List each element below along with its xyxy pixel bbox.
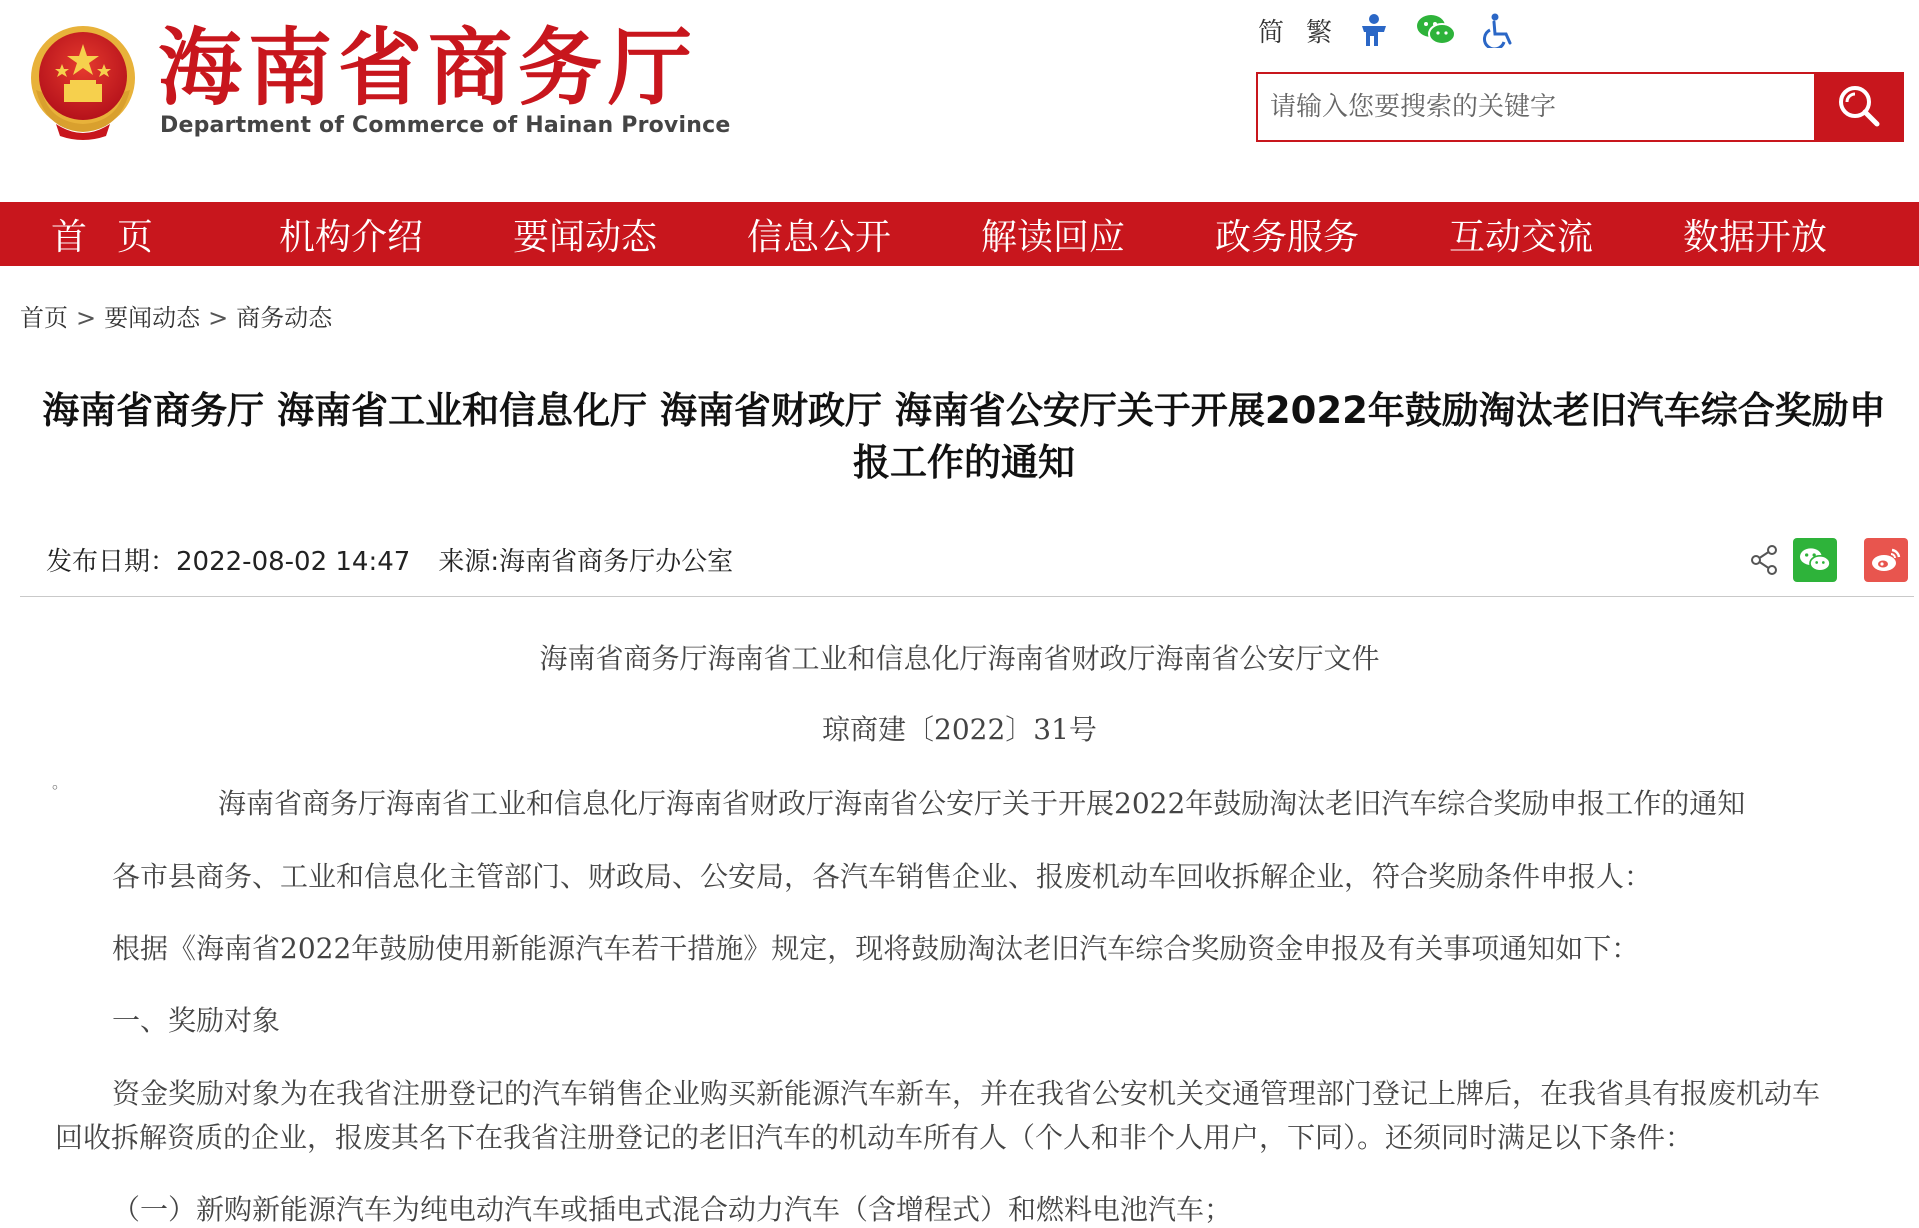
wheelchair-accessibility-icon[interactable] bbox=[1478, 10, 1518, 50]
intro-paragraph: 根据《海南省2022年鼓励使用新能源汽车若干措施》规定，现将鼓励淘汰老旧汽车综合奖励资金申报及有关事项通知如下： bbox=[112, 932, 1640, 965]
section1-paragraph-line2: 回收拆解资质的企业，报废其名下在我省注册登记的老旧汽车的机动车所有人（个人和非个人用户，下同）。还须同时满足以下条件： bbox=[55, 1121, 1694, 1154]
addressee-paragraph: 各市县商务、工业和信息化主管部门、财政局、公安局，各汽车销售企业、报废机动车回收拆解企业，符合奖励条件申报人： bbox=[112, 860, 1653, 893]
search-icon bbox=[1835, 82, 1881, 132]
national-emblem-icon bbox=[26, 20, 141, 142]
weibo-share-icon[interactable] bbox=[1864, 538, 1908, 582]
simplified-chinese-button[interactable]: 简 bbox=[1258, 17, 1285, 48]
nav-item-open-data[interactable]: 数据开放 bbox=[1682, 216, 1827, 258]
section1-item1: （一）新购新能源汽车为纯电动汽车或插电式混合动力汽车（含增程式）和燃料电池汽车； bbox=[112, 1193, 1233, 1226]
article-source: 来源:海南省商务厅办公室 bbox=[438, 547, 734, 577]
search-box bbox=[1256, 72, 1904, 142]
site-subtitle: Department of Commerce of Hainan Province bbox=[160, 113, 731, 138]
nav-item-gov-services[interactable]: 政务服务 bbox=[1214, 216, 1359, 258]
breadcrumb-news[interactable]: 要闻动态 bbox=[104, 304, 201, 332]
main-nav bbox=[0, 202, 1919, 266]
nav-item-interaction[interactable]: 互动交流 bbox=[1448, 216, 1593, 258]
breadcrumb-home[interactable]: 首页 bbox=[20, 304, 68, 332]
publish-date-value: 2022-08-02 14:47 bbox=[176, 547, 411, 577]
traditional-chinese-button[interactable]: 繁 bbox=[1306, 17, 1333, 48]
article-title: 海南省商务厅 海南省工业和信息化厅 海南省财政厅 海南省公安厅关于开展2022年鼓励淘汰老旧汽车综合奖励申报工作的通知 bbox=[42, 389, 1886, 484]
doc-title-paragraph: 海南省商务厅海南省工业和信息化厅海南省财政厅海南省公安厅关于开展2022年鼓励淘汰老旧汽车综合奖励申报工作的通知 bbox=[218, 787, 1746, 820]
wechat-icon[interactable] bbox=[1416, 10, 1456, 50]
nav-item-interpretation[interactable]: 解读回应 bbox=[980, 216, 1125, 258]
meta-divider bbox=[20, 596, 1914, 597]
article-meta bbox=[46, 541, 733, 578]
publish-date-label: 发布日期： bbox=[46, 547, 177, 577]
nav-item-about[interactable]: 机构介绍 bbox=[278, 216, 423, 258]
breadcrumb bbox=[20, 298, 332, 333]
wechat-share-icon[interactable] bbox=[1793, 538, 1837, 582]
breadcrumb-business-news[interactable]: 商务动态 bbox=[236, 304, 333, 332]
doc-header: 海南省商务厅海南省工业和信息化厅海南省财政厅海南省公安厅文件 bbox=[539, 642, 1380, 675]
breadcrumb-separator: > bbox=[76, 304, 97, 332]
search-button[interactable] bbox=[1814, 74, 1902, 140]
search-input[interactable] bbox=[1258, 74, 1818, 140]
site-name: 海南省商务厅 bbox=[158, 19, 699, 117]
section1-heading: 一、奖励对象 bbox=[112, 1004, 281, 1037]
publish-date bbox=[46, 547, 410, 577]
site-header bbox=[0, 0, 1919, 202]
header-toolbar bbox=[1258, 10, 1540, 50]
nav-item-news[interactable]: 要闻动态 bbox=[512, 216, 657, 258]
breadcrumb-separator: > bbox=[208, 304, 229, 332]
share-icon[interactable] bbox=[1742, 538, 1786, 582]
accessibility-reader-icon[interactable] bbox=[1354, 10, 1394, 50]
stray-mark: 。 bbox=[52, 773, 69, 792]
section1-paragraph-line1: 资金奖励对象为在我省注册登记的汽车销售企业购买新能源汽车新车，并在我省公安机关交通管理部门登记上牌后，在我省具有报废机动车 bbox=[112, 1077, 1821, 1110]
nav-item-home[interactable]: 首页 bbox=[50, 216, 183, 258]
nav-item-info-disclosure[interactable]: 信息公开 bbox=[746, 216, 891, 258]
doc-number: 琼商建〔2022〕31号 bbox=[822, 713, 1097, 746]
